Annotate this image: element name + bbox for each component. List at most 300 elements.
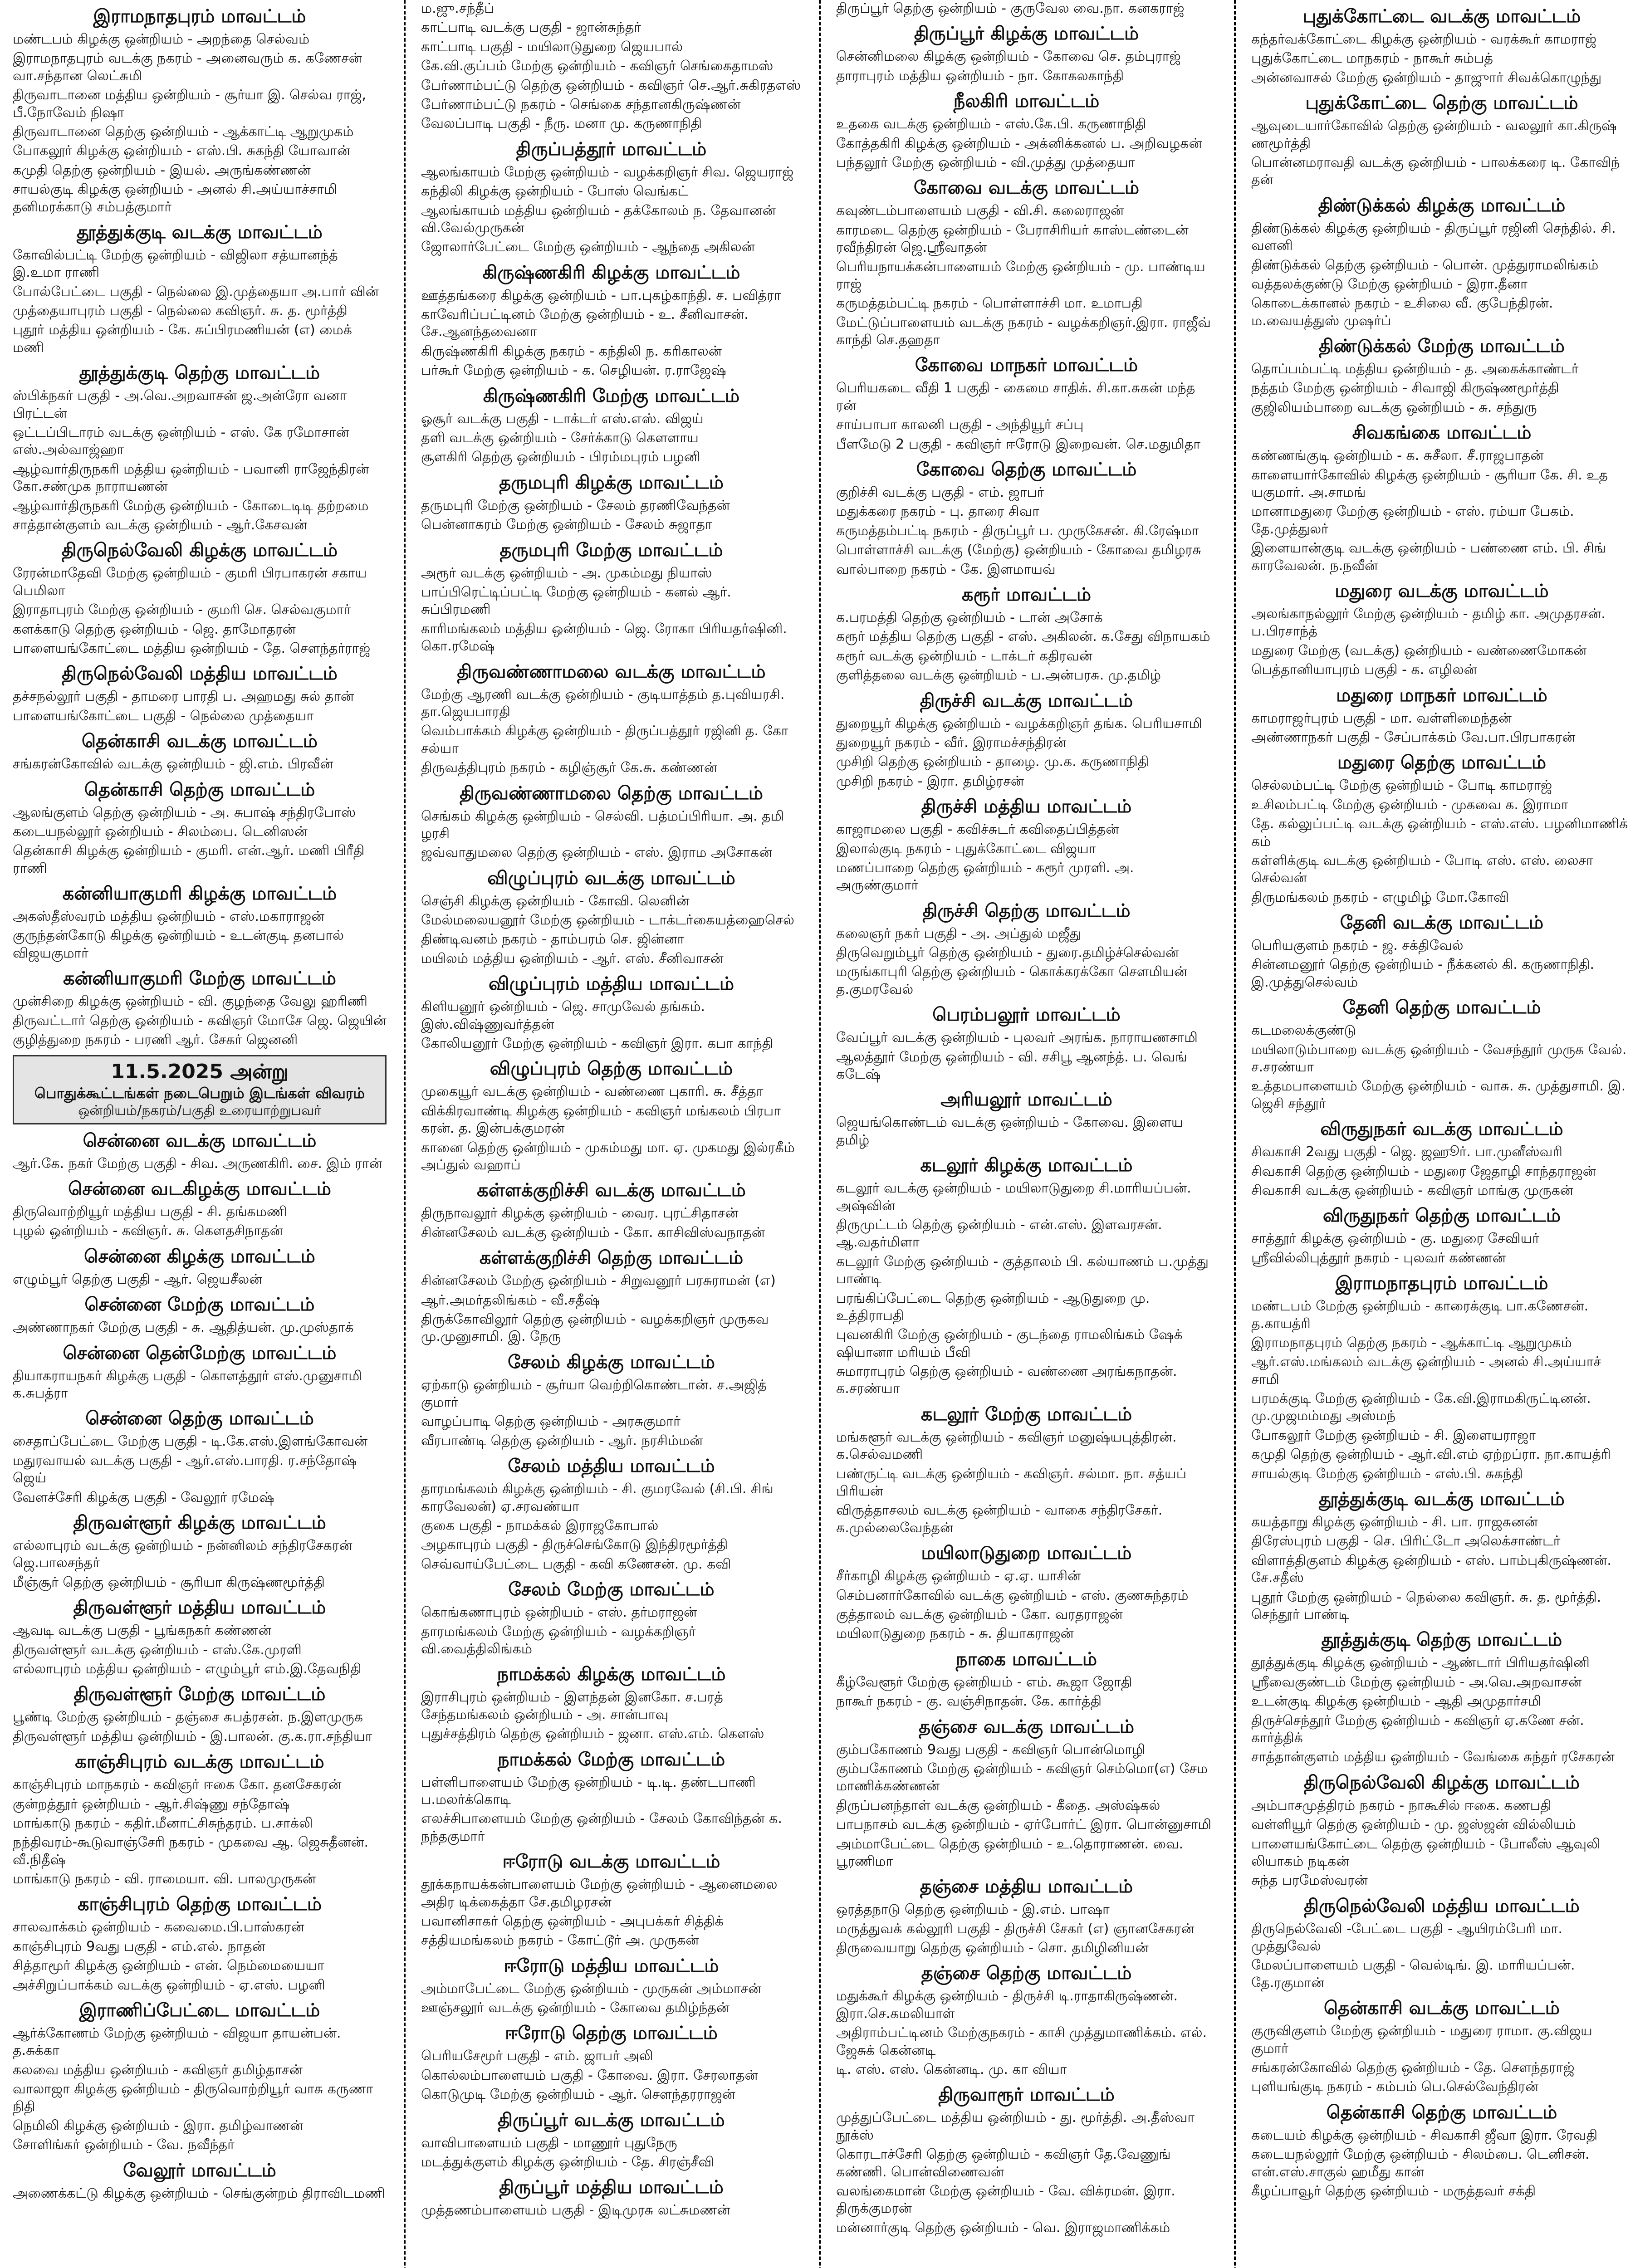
speaker-names: எஸ். தர்மராஜன் <box>597 1604 697 1621</box>
meeting-entry <box>13 1574 387 1591</box>
entry-separator: - <box>957 925 971 942</box>
speaker-names: கோடைடிடி தற்றமை <box>242 498 369 514</box>
meeting-entry <box>1251 1041 1632 1076</box>
entry-separator: - <box>1440 1712 1454 1729</box>
meeting-entry <box>1251 642 1632 660</box>
meeting-entry <box>1251 852 1632 887</box>
entry-separator: - <box>1465 399 1479 415</box>
meeting-place: ஒட்டப்பிடாரம் வடக்கு ஒன்றியம் <box>13 425 217 441</box>
speaker-names: எஸ்.மகாராஜன் <box>229 909 325 925</box>
entry-separator: - <box>170 2117 183 2134</box>
speaker-names: நாகூசில் ஈகை. கணபதி <box>1408 1797 1552 1813</box>
entry-separator: - <box>595 1432 608 1449</box>
speaker-names: பவானி ராஜேந்திரன் கோ.சண்முக நாராயணன் <box>13 461 369 495</box>
district-heading: திருநெல்வேலி கிழக்கு மாவட்டம் <box>61 540 338 561</box>
meeting-entry <box>1251 1693 1632 1710</box>
district-heading: திண்டுக்கல் மேற்கு மாவட்டம் <box>1319 336 1565 357</box>
meeting-place: செஞ்சி கிழக்கு ஒன்றியம் <box>421 893 575 909</box>
speaker-names: சூரியா கிருஷ்ணமூர்த்தி <box>180 1574 325 1590</box>
entry-separator: - <box>1413 1182 1427 1198</box>
speaker-names: கவைமை.பி.பாஸ்கரன் <box>164 1919 304 1936</box>
speaker-names: புலவர் கண்ணன் <box>1403 1250 1506 1266</box>
meeting-entry <box>836 1988 1217 2023</box>
meeting-entry <box>13 756 387 773</box>
district-heading: திண்டுக்கல் கிழக்கு மாவட்டம் <box>1318 195 1566 216</box>
meeting-place: போல்பேட்டை பகுதி <box>13 284 143 300</box>
speaker-names: குருவேல வை.நா. கனகராஜ் <box>1010 0 1185 16</box>
meeting-place: முகையூர் வடக்கு ஒன்றியம் <box>421 1084 591 1100</box>
district-heading: தென்காசி தெற்கு மாவட்டம் <box>1326 2102 1557 2123</box>
meeting-entry <box>1251 1078 1632 1113</box>
entry-separator: - <box>609 164 623 180</box>
meeting-place: திருவட்டார் தெற்கு ஒன்றியம் <box>13 1012 194 1029</box>
meeting-entry <box>13 804 387 821</box>
meeting-entry <box>421 1623 802 1658</box>
speaker-names: வேலூர் ரமேஷ் <box>180 1489 274 1505</box>
meeting-entry <box>421 1481 802 1515</box>
meeting-entry <box>836 1901 1217 1918</box>
meeting-entry <box>13 1537 387 1572</box>
speaker-names: மாணூர் புதுநேரு <box>573 2135 677 2151</box>
meeting-place: முத்தணம்பாளையம் பகுதி <box>421 2202 585 2219</box>
meeting-place: சுமாராபுரம் தெற்கு ஒன்றியம் <box>836 1364 1014 1380</box>
speaker-names: விஜயா தாயன்பன். த.சுக்கா <box>13 2025 341 2059</box>
entry-separator: - <box>607 1036 621 1052</box>
meeting-place: வாவிபாளையம் பகுதி <box>421 2135 559 2151</box>
meeting-place: கடமலைக்குண்டு <box>1251 1022 1356 1039</box>
entry-separator: - <box>121 1032 134 1048</box>
meeting-place: ஆலங்குளம் தெற்கு ஒன்றியம் <box>13 804 197 821</box>
speaker-names: எஸ்.எஸ். பழனிமாணிக் கம் <box>1251 816 1628 850</box>
meeting-entry <box>421 912 802 929</box>
entry-separator: - <box>1449 2146 1462 2163</box>
meeting-place: கே.வி.குப்பம் மேற்கு ஒன்றியம் <box>421 58 617 74</box>
meeting-entry <box>13 908 387 925</box>
speaker-names: கவிஞர் செ.ஆர்.சுகிரதஎஸ் <box>638 77 801 93</box>
meeting-place: பரமக்குடி மேற்கு ஒன்றியம் <box>1251 1391 1420 1407</box>
meeting-entry <box>421 1377 802 1412</box>
meeting-place: கயத்தாறு கிழக்கு ஒன்றியம் <box>1251 1514 1419 1530</box>
speaker-names: குடந்தை ராமலிங்கம் ஷேக் ஷியானா மரியம் பீவி <box>836 1327 1183 1360</box>
district-heading: தஞ்சை வடக்கு மாவட்டம் <box>918 1716 1135 1737</box>
meeting-entry <box>421 19 802 36</box>
speaker-names: வேசந்தூர் முருக வேல். ச.சரண்யா <box>1251 1041 1627 1075</box>
meeting-entry <box>1251 1427 1632 1444</box>
meeting-entry <box>1251 1816 1632 1833</box>
meeting-place: ஜெயங்கொண்டம் வடக்கு ஒன்றியம் <box>836 1114 1060 1131</box>
meeting-place: பாப்பிரெட்டிப்பட்டி மேற்கு ஒன்றியம் <box>421 584 652 600</box>
speaker-names: சூரியா கே. சி. உத யகுமார். அ.சாமங் <box>1251 467 1608 501</box>
meeting-place: சோளிங்கர் ஒன்றியம் <box>13 2137 143 2153</box>
speaker-names: வெல்டிங். இ. மாரியப்பன். தே.ரகுமான் <box>1251 1957 1575 1991</box>
entry-separator: - <box>651 584 665 600</box>
entry-separator: - <box>198 1642 212 1658</box>
entry-separator: - <box>154 322 168 338</box>
meeting-entry <box>836 202 1217 220</box>
entry-separator: - <box>595 2087 609 2103</box>
meeting-entry <box>421 2086 802 2103</box>
entry-separator: - <box>998 1741 1012 1758</box>
speaker-names: டாக்டர்கையத்ஹைசெல் <box>648 912 794 929</box>
speaker-names: பேராசிரியர் காஸ்டண்டைன் ரவீந்திரன் ஜெ.ஸ்ரீவாதன் <box>836 222 1189 256</box>
entry-separator: - <box>645 307 659 323</box>
meeting-place: சின்னசேலம் வடக்கு ஒன்றியம் <box>421 1224 610 1241</box>
speaker-names: வீர். இராமச்சந்திரன் <box>944 734 1067 751</box>
meeting-place: செம்பனார்கோவில் வடக்கு ஒன்றியம் <box>836 1587 1067 1603</box>
entry-separator: - <box>1059 1114 1073 1131</box>
entry-separator: - <box>989 1253 1003 1270</box>
speaker-names: தே. சிரஞ்சீவி <box>631 2154 714 2170</box>
district-heading: சென்னை மேற்கு மாவட்டம் <box>84 1294 315 1315</box>
meeting-place: தச்சநல்லூர் பகுதி <box>13 689 118 705</box>
notice-title: பொதுக்கூட்டங்கள் நடைபெறும் இடங்கள் விவரம் <box>34 1085 365 1102</box>
speaker-names: எஸ்.பி. சுகந்தி யோவான் <box>196 143 351 159</box>
speaker-names: மதுரை ஜேதாழி சாந்தராஜன் <box>1423 1163 1596 1179</box>
speaker-names: மா. வள்ளிமைந்தன் <box>1390 710 1512 726</box>
district-heading: ஈரோடு மத்திய மாவட்டம் <box>504 1955 719 1976</box>
entry-separator: - <box>513 39 527 55</box>
district-heading: கிருஷ்ணகிரி கிழக்கு மாவட்டம் <box>482 262 740 283</box>
speaker-names: எஸ். குணசுந்தரம் <box>1081 1587 1189 1603</box>
meeting-entry <box>1251 710 1632 727</box>
entry-separator: - <box>1420 1298 1434 1315</box>
meeting-place: ஆழ்வார்திருநகரி மத்திய ஒன்றியம் <box>13 461 230 477</box>
meeting-place: மேட்டுப்பாளையம் வடக்கு நகரம் <box>836 314 1044 331</box>
entry-separator: - <box>1491 118 1505 134</box>
meeting-entry <box>1251 1921 1632 1955</box>
meeting-place: மயிலாடுதுறை நகரம் <box>836 1626 965 1642</box>
meeting-place: பெரியநாயக்கன்பாளையம் மேற்கு ஒன்றியம் <box>836 259 1111 275</box>
speaker-names: சொ. தமிழினியன் <box>1038 1940 1149 1956</box>
meeting-entry <box>421 164 802 181</box>
entry-separator: - <box>1459 606 1473 622</box>
meeting-entry <box>421 2067 802 2084</box>
meeting-place: தென்காசி கிழக்கு ஒன்றியம் <box>13 843 182 859</box>
entry-separator: - <box>583 2067 597 2083</box>
meeting-entry <box>421 1876 802 1911</box>
entry-separator: - <box>196 804 211 821</box>
entry-separator: - <box>1480 467 1494 483</box>
meeting-place: உசிலம்பட்டி மேற்கு ஒன்றியம் <box>1251 797 1438 813</box>
column-1 <box>0 0 399 2268</box>
entry-separator: - <box>1410 1163 1424 1179</box>
meeting-place: குத்தாலம் வடக்கு ஒன்றியம் <box>836 1607 1008 1623</box>
meeting-entry <box>421 343 802 360</box>
entry-separator: - <box>622 1103 636 1119</box>
meeting-place: ரேரன்மாதேவி மேற்கு ஒன்றியம் <box>13 565 211 582</box>
meeting-place: திருவத்திபுரம் நகரம் <box>421 760 546 776</box>
speaker-names: அ. சுபாஷ் சந்திரபோஸ் <box>210 804 356 821</box>
meeting-place: ஆவடி வடக்கு பகுதி <box>13 1623 141 1639</box>
entry-separator: - <box>156 162 170 178</box>
meeting-place: அன்னவாசல் மேற்கு ஒன்றியம் <box>1251 69 1441 86</box>
entry-separator: - <box>204 1834 218 1851</box>
speaker-names: கவிஞர். சு. கௌதசிநாதன் <box>122 1223 283 1239</box>
meeting-entry <box>1251 1514 1632 1531</box>
speaker-names: சூர்யா இ. செல்வ ராஜ், பீ.நோவேம் நிஷா <box>13 87 367 121</box>
speaker-names: ஆயிரம்பேரி மா. முத்துவேல் <box>1251 1921 1562 1955</box>
speaker-names: கவிஞர் பொன்மொழி <box>1012 1741 1146 1758</box>
speaker-names: வழக்கறிஞர் தங்க. பெரியசாமி <box>1014 715 1202 732</box>
speaker-names: க. சுசீலா. சீ.ராஜபாதன் <box>1406 448 1544 464</box>
meeting-entry <box>421 1604 802 1621</box>
meeting-entry <box>1251 50 1632 67</box>
entry-separator: - <box>1043 1836 1057 1852</box>
meeting-place: கண்ணங்குடி ஒன்றியம் <box>1251 448 1393 464</box>
meeting-entry <box>836 860 1217 894</box>
speaker-names: ஆர். எஸ். சீனிவாசன் <box>592 950 724 967</box>
entry-separator: - <box>1032 1760 1046 1777</box>
speaker-names: என். நெம்மையையா <box>194 1958 324 1974</box>
meeting-place: குளித்தலை வடக்கு ஒன்றியம் <box>836 667 1018 684</box>
meeting-entry <box>1251 1836 1632 1871</box>
entry-separator: - <box>1443 1921 1457 1937</box>
meeting-place: அணைக்கட்டு கிழக்கு ஒன்றியம் <box>13 2185 209 2201</box>
meeting-place: பெரியகுளம் நகரம் <box>1251 938 1369 954</box>
meeting-place: நந்திவரம்-கூடுவாஞ்சேரி நகரம் <box>13 1834 205 1851</box>
entry-separator: - <box>578 950 592 967</box>
meeting-entry <box>836 1429 1217 1464</box>
meeting-place: தாரமங்கலம் மேற்கு ஒன்றியம் <box>421 1623 607 1640</box>
meeting-entry <box>1251 1144 1632 1161</box>
entry-separator: - <box>167 1489 181 1505</box>
meeting-place: க.பரமத்தி தெற்கு ஒன்றியம் <box>836 609 1006 626</box>
meeting-entry <box>1251 1334 1632 1352</box>
speaker-names: குமரி பிரபாகரன் சகாய பெமிலா <box>13 565 367 599</box>
meeting-entry <box>13 1642 387 1659</box>
meeting-entry <box>836 1363 1217 1398</box>
district-heading: தேனி வடக்கு மாவட்டம் <box>1340 912 1544 934</box>
meeting-entry <box>1251 1533 1632 1550</box>
speaker-names: நெல்லை கவிஞர். சு. த. மூர்த்தி. செந்தூர் பாண்டி <box>1251 1589 1601 1623</box>
entry-separator: - <box>1416 2127 1430 2143</box>
meeting-entry <box>421 2154 802 2171</box>
entry-separator: - <box>229 461 243 477</box>
speaker-names: கம்பம் பெ.செல்வேந்திரன் <box>1376 2079 1539 2095</box>
meeting-place: மாங்காடு நகரம் <box>13 1871 111 1887</box>
speaker-names: இ.எம். பாஷா <box>1022 1901 1110 1918</box>
meeting-entry <box>836 944 1217 962</box>
meeting-entry <box>836 2219 1217 2237</box>
speaker-names: நாகூர் சும்பத் <box>1413 50 1493 67</box>
entry-separator: - <box>110 1871 124 1887</box>
entry-separator: - <box>166 1574 181 1590</box>
speaker-names: எம்.எல். நாதன் <box>171 1938 265 1955</box>
speaker-names: கைமை சாதிக். சி.கா.சுகன் மந்த ரன் <box>836 380 1195 414</box>
speaker-names: முருகன் அம்மாசன் <box>642 1980 762 1997</box>
meeting-place: காரமடை தெற்கு ஒன்றியம் <box>836 222 1002 238</box>
entry-separator: - <box>1451 361 1465 377</box>
meeting-place: செங்கம் கிழக்கு ஒன்றியம் <box>421 808 581 824</box>
meeting-place: சாலவாக்கம் ஒன்றியம் <box>13 1919 151 1936</box>
meeting-entry <box>421 39 802 56</box>
speaker-names: சேலம் கோவிந்தன் க. நந்தகுமார் <box>421 1811 782 1844</box>
column-2 <box>408 0 814 2268</box>
meeting-place: ஊத்தங்கரை கிழக்கு ஒன்றியம் <box>421 287 607 303</box>
meeting-entry <box>1251 1230 1632 1247</box>
entry-separator: - <box>1368 938 1382 954</box>
district-heading: இராமநாதபுரம் மாவட்டம் <box>93 6 306 27</box>
entry-separator: - <box>176 1155 191 1172</box>
meeting-place: சீர்காழி கிழக்கு ஒன்றியம் <box>836 1568 991 1584</box>
meeting-entry <box>1251 1182 1632 1199</box>
district-heading: சென்னை வடக்கு மாவட்டம் <box>83 1130 317 1151</box>
speaker-names: எஸ். இராம அசோகன் <box>634 845 773 861</box>
meeting-place: அண்ணாநகர் பகுதி <box>1251 729 1371 745</box>
meeting-place: கமுதி தெற்கு ஒன்றியம் <box>1251 1447 1395 1463</box>
speaker-names: ஏ.ஏ. யாசின் <box>1004 1568 1081 1584</box>
meeting-place: சத்தியமங்கலம் நகரம் <box>421 1932 554 1949</box>
meeting-place: தாராபுரம் மத்திய ஒன்றியம் <box>836 68 1005 84</box>
meeting-entry <box>836 963 1217 998</box>
meeting-entry <box>13 708 387 725</box>
meeting-entry <box>836 2183 1217 2218</box>
entry-separator: - <box>1368 889 1382 905</box>
meeting-entry <box>1251 540 1632 575</box>
meeting-entry <box>836 1760 1217 1795</box>
meeting-place: உத்தமபாளையம் மேற்கு ஒன்றியம் <box>1251 1078 1467 1095</box>
entry-separator: - <box>164 823 178 840</box>
entry-separator: - <box>1025 2025 1039 2041</box>
meeting-entry <box>836 925 1217 943</box>
meeting-entry <box>13 1957 387 1975</box>
meeting-place: சாயல்குடி கிழக்கு ஒன்றியம் <box>13 181 184 198</box>
speaker-names: கு. மதுரை சேவியர் <box>1420 1231 1539 1247</box>
entry-separator: - <box>997 154 1011 171</box>
speaker-names: வைர. புரட்சிதாசன் <box>621 1205 739 1222</box>
speaker-names: எழுமிழ் மோ.கோவி <box>1382 889 1509 905</box>
district-heading: திருவள்ளூர் மத்திய மாவட்டம் <box>73 1597 326 1618</box>
meeting-entry <box>1251 1957 1632 1992</box>
entry-separator: - <box>1441 503 1455 520</box>
meeting-place: பாளையங்கோட்டை மத்திய ஒன்றியம் <box>13 640 249 656</box>
meeting-place: சித்தாமூர் கிழக்கு ஒன்றியம் <box>13 1958 181 1974</box>
meeting-entry <box>13 1622 387 1639</box>
meeting-entry <box>421 183 802 200</box>
meeting-place: ஆர்.கே. நகர் மேற்கு பகுதி <box>13 1155 177 1172</box>
entry-separator: - <box>1436 2023 1450 2039</box>
district-heading: விழுப்புரம் வடக்கு மாவட்டம் <box>487 867 735 889</box>
meeting-entry <box>836 841 1217 858</box>
meeting-place: மதுரை மேற்கு (வடக்கு) ஒன்றியம் <box>1251 642 1463 659</box>
meeting-place: வத்தலக்குண்டு மேற்கு ஒன்றியம் <box>1251 276 1453 292</box>
speaker-names: கோ. காசிவிஸ்வநாதன் <box>623 1224 765 1241</box>
entry-separator: - <box>225 756 240 772</box>
meeting-place: பேர்ணாம்பட்டு நகரம் <box>421 96 556 112</box>
speaker-names: வலலூர் கா.கிருஷ் ணமூர்த்தி <box>1251 118 1617 152</box>
entry-separator: - <box>1398 380 1412 396</box>
meeting-entry <box>421 1536 802 1554</box>
entry-separator: - <box>1016 1217 1030 1233</box>
meeting-entry <box>13 565 387 600</box>
district-heading: திருவள்ளூர் கிழக்கு மாவட்டம் <box>73 1512 326 1533</box>
meeting-place: வாழப்பாடி தெற்கு ஒன்றியம் <box>421 1413 599 1430</box>
meeting-entry <box>13 1031 387 1049</box>
speaker-names: மு. பாண்டிய ராஜ் <box>836 259 1205 292</box>
meeting-entry <box>13 1871 387 1888</box>
district-heading: திருச்சி வடக்கு மாவட்டம் <box>920 690 1133 711</box>
meeting-place: தளி வடக்கு ஒன்றியம் <box>421 430 557 446</box>
entry-separator: - <box>1429 257 1443 273</box>
meeting-place: மன்னார்குடி தெற்கு ஒன்றியம் <box>836 2219 1019 2236</box>
speaker-names: கோவை. இளைய தமிழ் <box>836 1114 1183 1148</box>
district-heading: திருச்சி தெற்கு மாவட்டம் <box>922 900 1131 921</box>
speaker-names: பூங்கநகர் கண்ணன் <box>154 1623 272 1639</box>
district-heading: மதுரை தெற்கு மாவட்டம் <box>1337 752 1547 773</box>
meeting-place: பெரியசேமூர் பகுதி <box>421 2048 540 2064</box>
speaker-names: ஜெ. ஜஹூர். பா.முனீஸ்வரி <box>1390 1144 1562 1160</box>
meeting-entry <box>13 142 387 160</box>
meeting-place: இலால்குடி நகரம் <box>836 841 942 857</box>
entry-separator: - <box>1394 1447 1408 1463</box>
entry-separator: - <box>1010 1466 1024 1482</box>
entry-separator: - <box>143 2137 157 2153</box>
entry-separator: - <box>930 734 944 751</box>
speaker-names: உசிலை வீ. குபேந்திரன். ம.வையத்துஸ் முஷர்ப் <box>1251 295 1553 329</box>
entry-separator: - <box>1395 1957 1410 1974</box>
speaker-names: இ.பாலன். கு.க.ரா.சந்தியா <box>210 1728 372 1745</box>
district-heading: தேனி தெற்கு மாவட்டம் <box>1342 997 1541 1018</box>
meeting-place: வால்பாறை நகரம் <box>836 561 947 577</box>
meeting-entry <box>1251 69 1632 87</box>
speaker-names: சிவ. அருணகிரி. சை. இம் ரான் <box>190 1155 382 1172</box>
meeting-entry <box>1251 729 1632 746</box>
district-heading: தென்காசி தெற்கு மாவட்டம் <box>84 779 315 800</box>
entry-separator: - <box>964 484 979 501</box>
meeting-entry <box>836 1049 1217 1084</box>
meeting-place: திருவாடானை மத்திய ஒன்றியம் <box>13 87 211 103</box>
meeting-entry <box>421 239 802 256</box>
speaker-names: கவிஞர் மங்கலம் பிரபா கரன். த. இன்பக்குமரன் <box>421 1103 781 1137</box>
meeting-entry <box>421 565 802 582</box>
entry-separator: - <box>1467 154 1481 171</box>
entry-separator: - <box>196 1728 211 1745</box>
speaker-names: எம். கூஜா ஜோதி <box>1026 1674 1132 1690</box>
meeting-place: ஆலங்காயம் மத்திய ஒன்றியம் <box>421 202 610 219</box>
entry-separator: - <box>573 183 588 200</box>
meeting-place: சாத்தான்குளம் வடக்கு ஒன்றியம் <box>13 517 213 533</box>
speaker-names: இரா.தீனா <box>1466 276 1528 292</box>
meeting-place: விருத்தாசலம் வடக்கு ஒன்றியம் <box>836 1502 1031 1519</box>
entry-separator: - <box>492 1518 506 1534</box>
speaker-names: அனல் சி.அய்யாச் சாமி <box>1251 1354 1601 1388</box>
meeting-place: வேப்பூர் வடக்கு ஒன்றியம் <box>836 1030 1000 1046</box>
meeting-entry <box>13 1796 387 1813</box>
entry-separator: - <box>611 517 625 533</box>
meeting-entry <box>1251 956 1632 991</box>
meeting-entry <box>1251 2059 1632 2077</box>
meeting-entry <box>1251 661 1632 679</box>
speaker-names: சி. பா. ராஜசுனன் <box>1432 1514 1538 1530</box>
speaker-names: கே. சுப்பிரமணியன் (எ) மைக் மணி <box>13 322 352 356</box>
entry-separator: - <box>575 893 588 909</box>
speaker-names: ஜான்சுந்தர் <box>576 20 641 36</box>
entry-separator: - <box>157 1938 171 1955</box>
meeting-entry <box>836 1921 1217 1938</box>
speaker-names: வண்ணை புகாரி. சு. சீத்தா <box>604 1084 764 1100</box>
speaker-names: குத்தாலம் பி. கல்யாணம் ப.முத்து பாண்டி <box>836 1253 1209 1287</box>
meeting-place: தூத்துக்குடி கிழக்கு ஒன்றியம் <box>1251 1655 1429 1671</box>
speaker-names: அ.வெ.அறவாசன் ஜ.அன்ரோ வனா பிரட்டன் <box>13 388 347 421</box>
entry-separator: - <box>1362 2079 1376 2095</box>
meeting-entry <box>836 116 1217 133</box>
meeting-entry <box>421 1725 802 1743</box>
entry-separator: - <box>1429 2183 1443 2199</box>
entry-separator: - <box>1460 2060 1474 2076</box>
meeting-entry <box>836 154 1217 171</box>
entry-separator: - <box>193 1012 207 1029</box>
speaker-names: அபுபக்கர் சித்திக் <box>620 1913 724 1929</box>
